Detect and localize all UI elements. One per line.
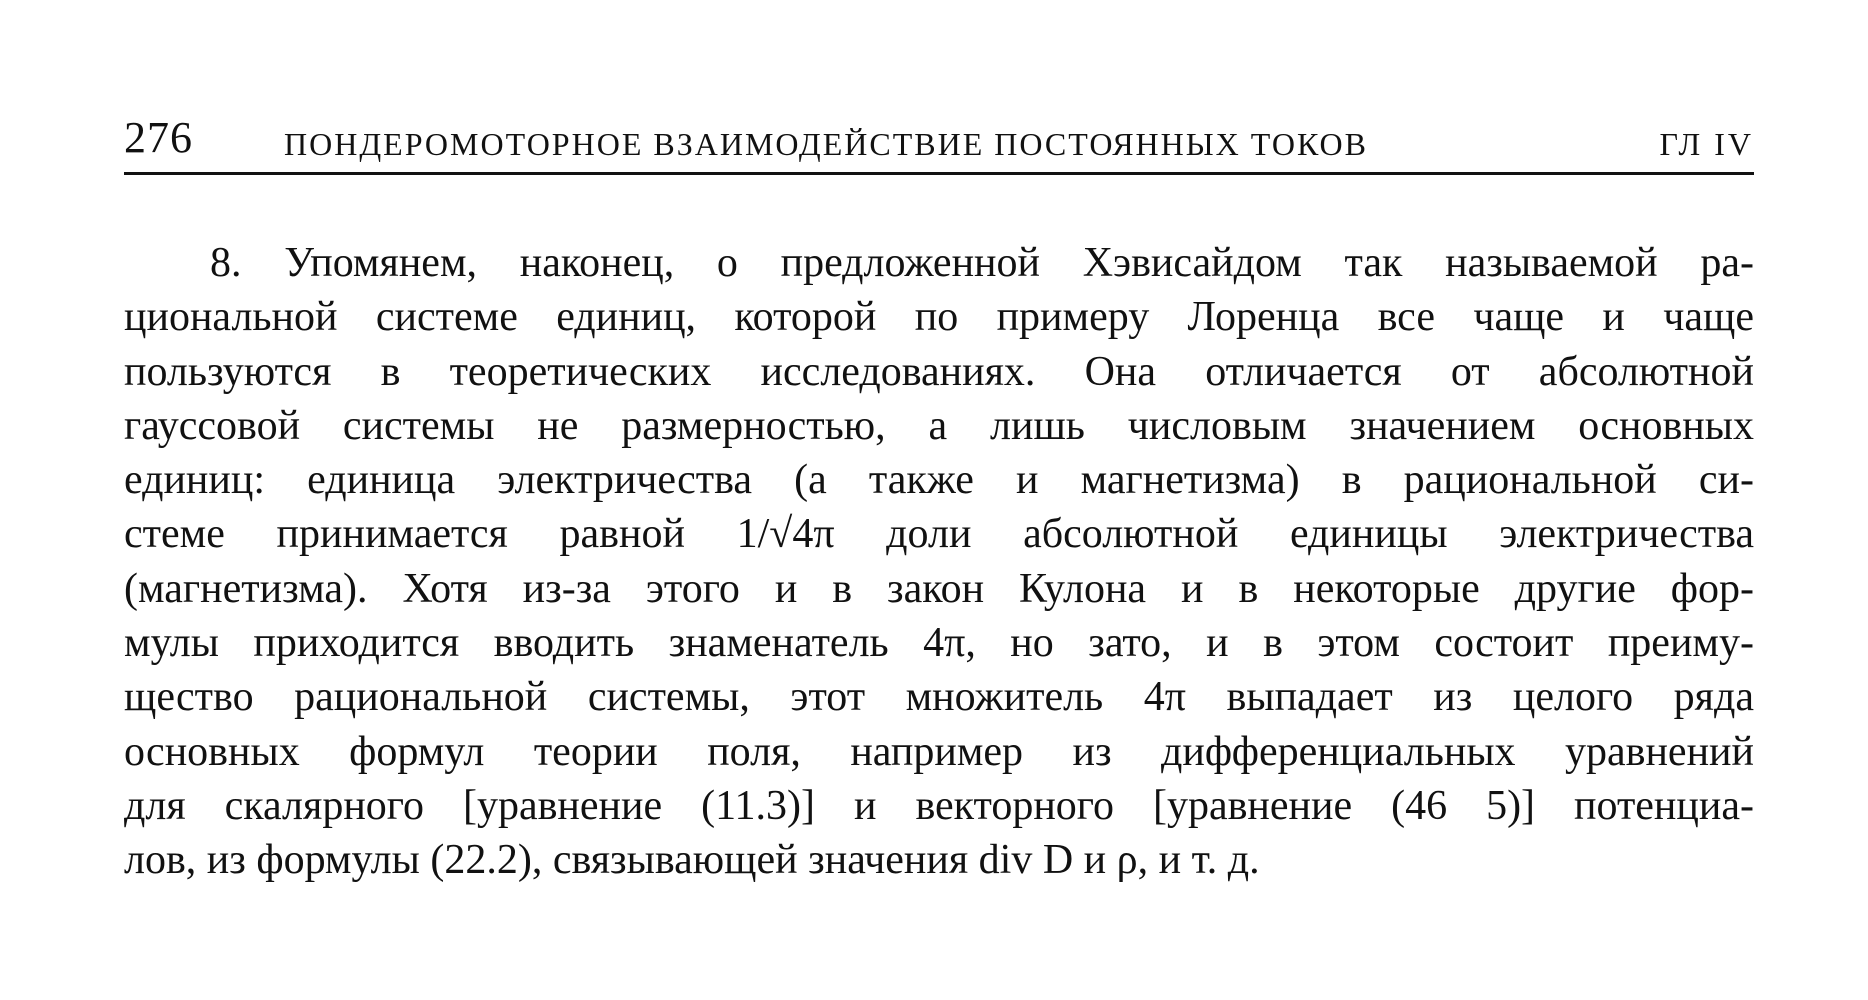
paragraph-line: стеме принимается равной 1/√4π доли абсолютной единицы электричества <box>124 511 1754 558</box>
paragraph-line: щество рациональной системы, этот множитель 4π выпадает из целого ряда <box>124 674 1754 721</box>
paragraph-line: циональной системе единиц, которой по примеру Лоренца все чаще и чаще <box>124 294 1754 341</box>
paragraph-line: гауссовой системы не размерностью, а лишь числовым значением основных <box>124 402 1754 449</box>
paragraph-line: лов, из формулы (22.2), связывающей значения div D и ρ, и т. д. <box>124 837 1260 884</box>
running-title: ПОНДЕРОМОТОРНОЕ ВЗАИМОДЕЙСТВИЕ ПОСТОЯННЫХ ТОКОВ <box>284 126 1368 162</box>
paragraph-line: 8. Упомянем, наконец, о предложенной Хэвисайдом так называемой ра- <box>210 240 1754 286</box>
paragraph-line: (магнетизма). Хотя из-за этого и в закон Кулона и в некоторые другие фор- <box>124 565 1754 612</box>
page-number: 276 <box>124 113 193 162</box>
paragraph-line: единиц: единица электричества (а также и магнетизма) в рациональной си- <box>124 457 1754 504</box>
body-paragraph <box>124 236 1754 888</box>
chapter-label: ГЛ IV <box>1659 126 1754 162</box>
page-header <box>124 112 1754 175</box>
paragraph-line: пользуются в теоретических исследованиях. Она отличается от абсолютной <box>124 348 1754 395</box>
paragraph-line: для скалярного [уравнение (11.3)] и векторного [уравнение (46 5)] потенциа- <box>124 782 1754 829</box>
paragraph-line: мулы приходится вводить знаменатель 4π, но зато, и в этом состоит преиму- <box>124 620 1754 667</box>
paragraph-line: основных формул теории поля, например из дифференциальных уравнений <box>124 728 1754 775</box>
